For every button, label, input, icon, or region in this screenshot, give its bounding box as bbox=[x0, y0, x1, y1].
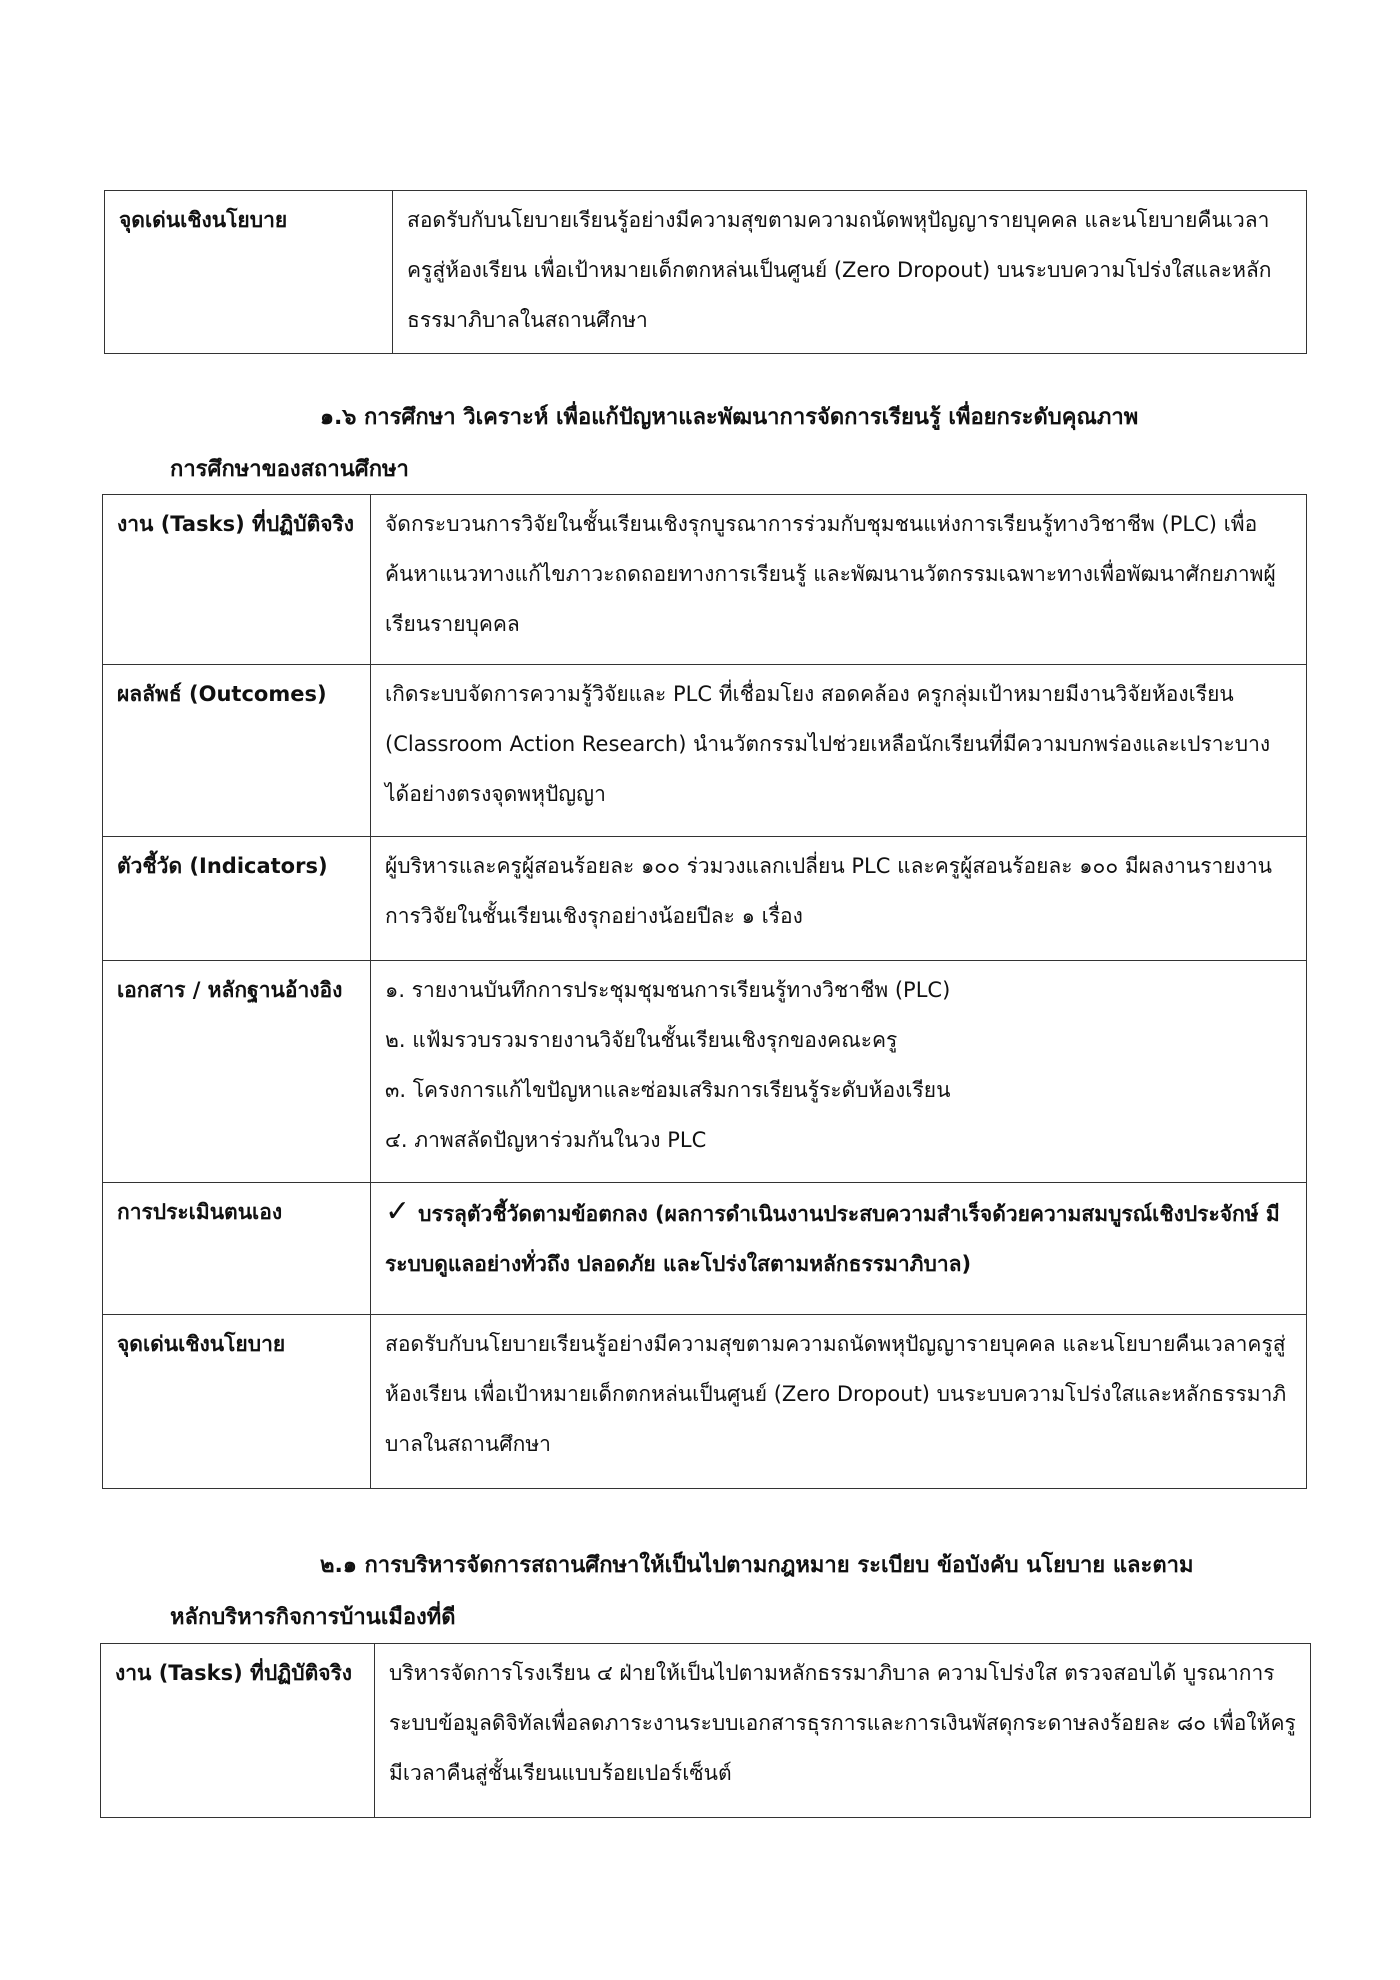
section-21-heading-line2: หลักบริหารกิจการบ้านเมืองที่ดี bbox=[170, 1605, 456, 1630]
table-row bbox=[103, 1183, 1307, 1315]
indicators-text: ผู้บริหารและครูผู้สอนร้อยละ ๑๐๐ ร่วมวงแลกเปลี่ยน PLC และครูผู้สอนร้อยละ ๑๐๐ มีผลงานรายงานการวิจัยในชั้นเรียนเชิงรุกอย่างน้อยปีละ ๑ เรื่อง bbox=[371, 837, 1307, 961]
section-21-table bbox=[100, 1643, 1311, 1818]
policy-label: จุดเด่นเชิงนโยบาย bbox=[103, 1315, 371, 1489]
tasks-text: จัดกระบวนการวิจัยในชั้นเรียนเชิงรุกบูรณาการร่วมกับชุมชนแห่งการเรียนรู้ทางวิชาชีพ (PLC) เพื่อค้นหาแนวทางแก้ไขภาวะถดถอยทางการเรียนรู้ และพัฒนานวัตกรรมเฉพาะทางเพื่อพัฒนาศักยภาพผู้เรียนรายบุคคล bbox=[371, 495, 1307, 665]
evidence-item: ๔. ภาพสลัดปัญหาร่วมกันในวง PLC bbox=[385, 1128, 707, 1152]
policy-text: สอดรับกับนโยบายเรียนรู้อย่างมีความสุขตามความถนัดพหุปัญญารายบุคคล และนโยบายคืนเวลาครูสู่ห้องเรียน เพื่อเป้าหมายเด็กตกหล่นเป็นศูนย์ (Zero Dropout) บนระบบความโปร่งใสและหลักธรรมาภิบาลในสถานศึกษา bbox=[371, 1315, 1307, 1489]
policy-table-top bbox=[104, 190, 1307, 354]
self-eval-cell bbox=[371, 1183, 1307, 1315]
tasks-text: บริหารจัดการโรงเรียน ๔ ฝ่ายให้เป็นไปตามหลักธรรมาภิบาล ความโปร่งใส ตรวจสอบได้ บูรณาการระบบข้อมูลดิจิทัลเพื่อลดภาระงานระบบเอกสารธุรการและการเงินพัสดุกระดาษลงร้อยละ ๘๐ เพื่อให้ครูมีเวลาคืนสู่ชั้นเรียนแบบร้อยเปอร์เซ็นต์ bbox=[375, 1644, 1311, 1818]
policy-text: สอดรับกับนโยบายเรียนรู้อย่างมีความสุขตามความถนัดพหุปัญญารายบุคคล และนโยบายคืนเวลาครูสู่ห้องเรียน เพื่อเป้าหมายเด็กตกหล่นเป็นศูนย์ (Zero Dropout) บนระบบความโปร่งใสและหลักธรรมาภิบาลในสถานศึกษา bbox=[393, 191, 1307, 354]
tasks-label: งาน (Tasks) ที่ปฏิบัติจริง bbox=[101, 1644, 375, 1818]
self-eval-label: การประเมินตนเอง bbox=[103, 1183, 371, 1315]
checkmark-icon: ✓ bbox=[385, 1194, 411, 1229]
table-row bbox=[103, 837, 1307, 961]
section-21-heading bbox=[170, 1540, 1310, 1644]
self-eval-text: บรรลุตัวชี้วัดตามข้อตกลง (ผลการดำเนินงานประสบความสำเร็จด้วยความสมบูรณ์เชิงประจักษ์ มีระบบดูแลอย่างทั่วถึง ปลอดภัย และโปร่งใสตามหลักธรรมาภิบาล) bbox=[385, 1202, 1280, 1276]
indicators-label: ตัวชี้วัด (Indicators) bbox=[103, 837, 371, 961]
section-21-heading-line1: ๒.๑ การบริหารจัดการสถานศึกษาให้เป็นไปตามกฎหมาย ระเบียบ ข้อบังคับ นโยบาย และตาม bbox=[320, 1553, 1194, 1578]
table-row bbox=[101, 1644, 1311, 1818]
outcomes-text: เกิดระบบจัดการความรู้วิจัยและ PLC ที่เชื่อมโยง สอดคล้อง ครูกลุ่มเป้าหมายมีงานวิจัยห้องเรียน (Classroom Action Research) นำนวัตกรรมไปช่วยเหลือนักเรียนที่มีความบกพร่องและเปราะบางได้อย่างตรงจุดพหุปัญญา bbox=[371, 665, 1307, 837]
outcomes-label: ผลลัพธ์ (Outcomes) bbox=[103, 665, 371, 837]
evidence-item: ๓. โครงการแก้ไขปัญหาและซ่อมเสริมการเรียนรู้ระดับห้องเรียน bbox=[385, 1078, 951, 1102]
table-row bbox=[103, 961, 1307, 1183]
table-row bbox=[103, 495, 1307, 665]
table-row bbox=[103, 665, 1307, 837]
section-16-heading bbox=[170, 392, 1310, 496]
evidence-item: ๑. รายงานบันทึกการประชุมชุมชนการเรียนรู้ทางวิชาชีพ (PLC) bbox=[385, 978, 951, 1002]
evidence-label: เอกสาร / หลักฐานอ้างอิง bbox=[103, 961, 371, 1183]
tasks-label: งาน (Tasks) ที่ปฏิบัติจริง bbox=[103, 495, 371, 665]
section-16-heading-line1: ๑.๖ การศึกษา วิเคราะห์ เพื่อแก้ปัญหาและพัฒนาการจัดการเรียนรู้ เพื่อยกระดับคุณภาพ bbox=[320, 405, 1139, 430]
evidence-list bbox=[371, 961, 1307, 1183]
section-16-heading-line2: การศึกษาของสถานศึกษา bbox=[170, 457, 409, 482]
section-16-table bbox=[102, 494, 1307, 1489]
table-row bbox=[103, 1315, 1307, 1489]
policy-label: จุดเด่นเชิงนโยบาย bbox=[105, 191, 393, 354]
table-row bbox=[105, 191, 1307, 354]
evidence-item: ๒. แฟ้มรวบรวมรายงานวิจัยในชั้นเรียนเชิงรุกของคณะครู bbox=[385, 1028, 898, 1052]
